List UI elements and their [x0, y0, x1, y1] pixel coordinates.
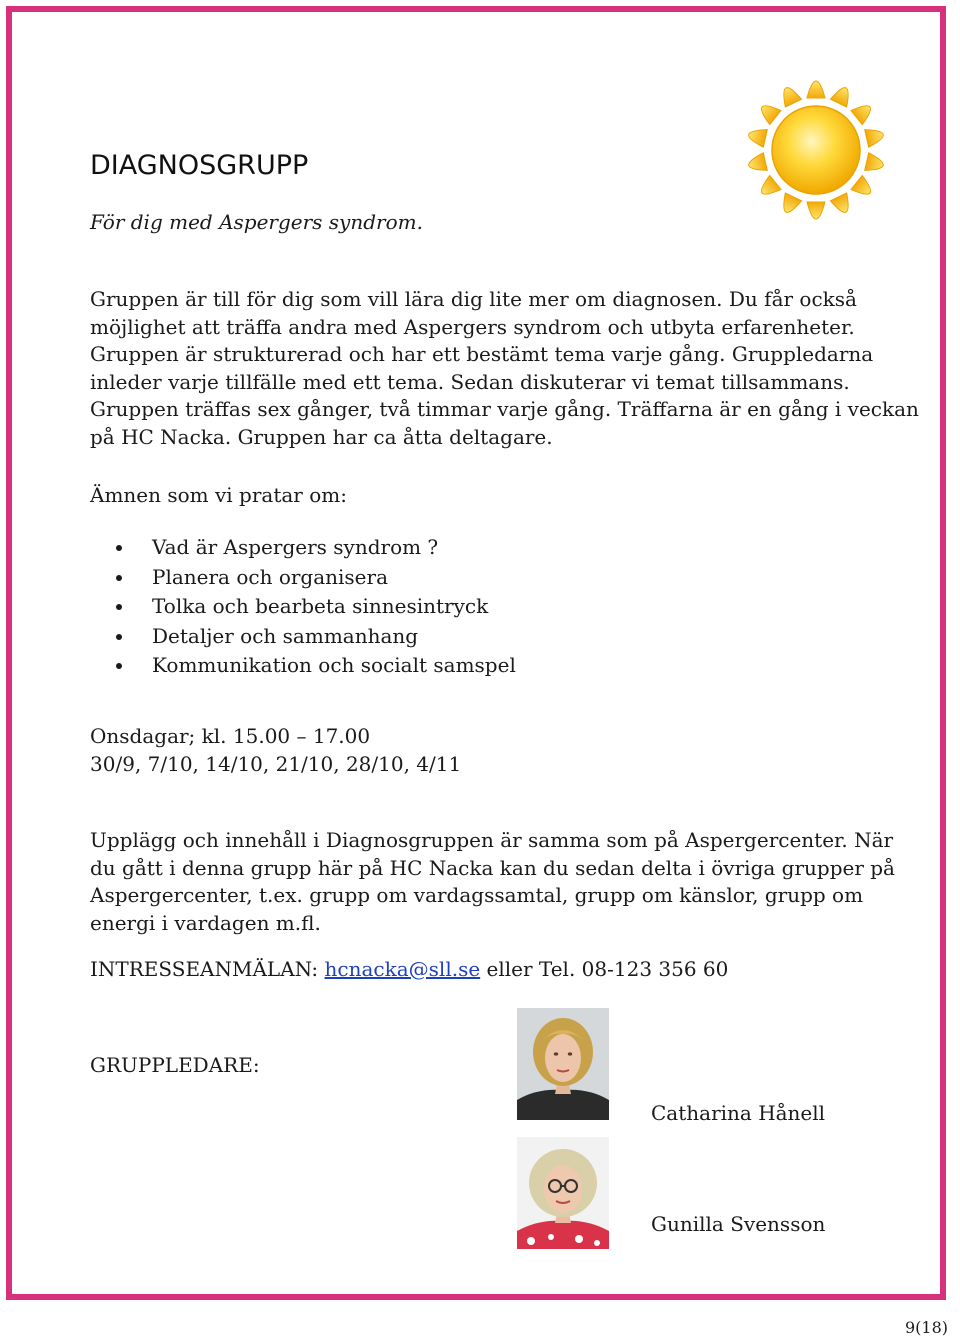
leader-name-1: Catharina Hånell: [651, 1101, 826, 1125]
list-item: Vad är Aspergers syndrom ?: [90, 533, 516, 563]
topics-list: [90, 533, 516, 681]
sun-ray: [756, 175, 781, 200]
list-item: Kommunikation och socialt samspel: [90, 651, 516, 681]
leader-name-2: Gunilla Svensson: [651, 1212, 826, 1236]
sun-ray: [807, 81, 825, 98]
leader-photo-catharina: [517, 1008, 609, 1120]
leaders-label: GRUPPLEDARE:: [90, 1053, 260, 1077]
page-title: DIAGNOSGRUPP: [90, 150, 309, 181]
sun-ray: [851, 100, 876, 125]
sun-ray: [778, 84, 802, 107]
sun-ray: [747, 126, 768, 147]
topics-label: Ämnen som vi pratar om:: [90, 483, 347, 507]
list-item: Detaljer och sammanhang: [90, 622, 516, 652]
email-link[interactable]: hcnacka@sll.se: [324, 957, 481, 981]
sun-ray: [851, 175, 876, 200]
sun-ray: [807, 202, 825, 219]
sun-ray: [865, 153, 886, 174]
schedule-time: Onsdagar; kl. 15.00 – 17.00: [90, 724, 371, 748]
subtitle: För dig med Aspergers syndrom.: [90, 210, 423, 234]
sun-ray: [756, 100, 781, 125]
leader-photo-gunilla: [517, 1137, 609, 1249]
signup-phone: eller Tel. 08-123 356 60: [480, 957, 729, 981]
sun-ray: [747, 153, 768, 174]
sun-ray: [778, 193, 802, 216]
signup-label: INTRESSEANMÄLAN:: [90, 957, 325, 981]
page-number: 9(18): [904, 1318, 948, 1337]
schedule-dates: 30/9, 7/10, 14/10, 21/10, 28/10, 4/11: [90, 752, 462, 776]
sun-icon: [726, 62, 906, 242]
info-paragraph: Upplägg och innehåll i Diagnosgruppen är samma som på Aspergercenter. När du gått i denna grupp här på HC Nacka kan du sedan delta i övriga grupper på Aspergercenter, t.ex. grupp om vardagssamtal, grupp om känslor, grupp om energi i vardagen m.fl.: [90, 828, 895, 935]
signup-line: [90, 955, 728, 983]
sun-ray: [830, 84, 854, 107]
list-item: Tolka och bearbeta sinnesintryck: [90, 592, 516, 622]
intro-paragraph: Gruppen är till för dig som vill lära dig lite mer om diagnosen. Du får också möjlighet att träffa andra med Aspergers syndrom och utbyta erfarenheter. Gruppen är strukturerad och har ett bestämt tema varje gång. Gruppledarna inleder varje tillfälle med ett tema. Sedan diskuterar vi temat tillsammans. Gruppen träffas sex gånger, två timmar varje gång. Träffarna är en gång i veckan på HC Nacka. Gruppen har ca åtta deltagare.: [90, 287, 919, 449]
list-item: Planera och organisera: [90, 563, 516, 593]
sun-ray: [830, 193, 854, 216]
sun-ray: [865, 126, 886, 147]
